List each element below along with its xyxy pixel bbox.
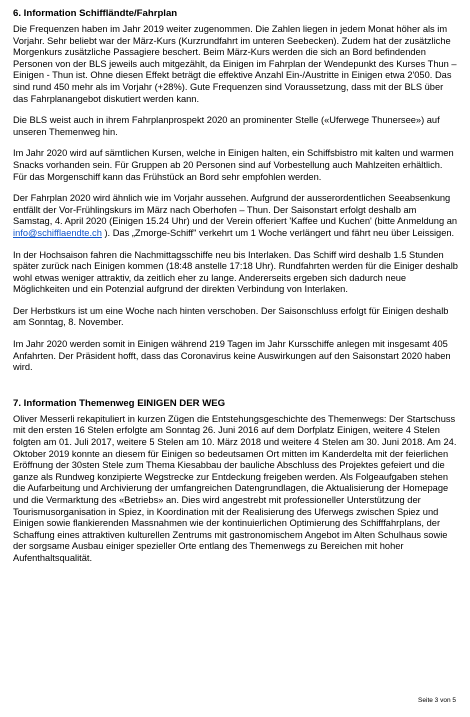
timetable-text-start: Der Fahrplan 2020 wird ähnlich wie im Vorjahr aussehen. Aufgrund der ausserordentlichen Seeabsenkung entfällt der Vor-Frühlingskurs im März nach Oberhofen – Thun. Der Saisonstart erfolgt deshalb am Samstag, 4. April 2020 (Einigen 15.24 Uhr) und der Verein offeriert 'Kaffee und Kuchen' (bitte Anmeldung an [13,193,458,227]
page-number: Seite 3 von 5 [418,697,456,704]
section-6-paragraph-high-season: In der Hochsaison fahren die Nachmittagsschiffe neu bis Interlaken. Das Schiff wird deshalb 1.5 Stunden später zurück nach Einigen kommen (18:48 anstelle 17:18 Uhr). Rundfahrten werden für die Einiger deshalb wohl etwas weniger attraktiv, da zeitlich eher zu lange. Andererseits ergeben sich dadurch neue Möglichkeiten und ein Potenzial aufgrund der direkten Verbindung von Interlaken. [13,249,458,295]
email-link[interactable]: info@schifflaendte.ch [13,227,102,238]
section-spacer [13,384,458,398]
section-6-paragraph-autumn: Der Herbstkurs ist um eine Woche nach hinten verschoben. Der Saisonschluss erfolgt für Einigen deshalb am Sonntag, 8. November. [13,305,449,328]
section-6-heading: 6. Information Schiffländte/Fahrplan [13,8,178,19]
section-7-heading: 7. Information Themenweg EINIGEN DER WEG [13,397,226,409]
section-6-paragraph-bistro: Im Jahr 2020 wird auf sämtlichen Kursen, welche in Einigen halten, ein Schiffsbistro mit kalten und warmen Snacks vorhanden sein. Für Gruppen ab 20 Personen sind auf Vorbestellung auch Mahlzeiten erhältlich. Für das Morgenschiff kann das Frühstück an Bord sehr empfohlen werden. [13,148,454,182]
timetable-text-end: ). Das „Zmorge-Schiff" verkehrt um 1 Woche verlängert und fährt neu über Leissigen. [101,227,455,238]
section-7-paragraph-history: Oliver Messerli rekapituliert in kurzen Zügen die Entstehungsgeschichte des Themenwegs: Der Startschuss mit den ersten 16 Stelen erfolgte am Sonntag 26. Juni 2016 auf dem Dorfplatz Einigen, weitere 4 Stelen folgten am 01. Juli 2017, weitere 5 Stelen am 10. März 2018 und weitere 4 Stelen am 30. Juni 2018. Am 24. Oktober 2019 konnte an diesem für Einigen so bedeutsamen Ort mitten im Kanderdelta mit der feierlichen Eröffnung der 30sten Stele zum Thema Kiesabbau der bauliche Abschluss des Projektes gefeiert und die ganze als Rundweg konzipierte Wegstrecke zur Entdeckung freigeben werden. Als Folgeaufgaben stehen die Aufarbeitung und Archivierung der umfangreichen Datengrundlagen, die Aktualisierung der Homepage und die Vermarktung des «Betriebs» an. Dies wird angestrebt mit professioneller Unterstützung der Tourismusorganisation in Spiez, in Koordination mit der Realisierung des Uferwegs zwischen Spiez und Einigen sowie flankierenden Massnahmen wie der kontinuierlichen Optimierung des Schifffahrplans, der Schaffung eines attraktiven kulturellen Zentrums mit gastronomischem Angebot im Alten Schulhaus sowie der sorgsame Ausbau einiger spezieller Orte entlang des Themenwegs zu Bereichen mit hoher Aufenthaltsqualität. [13,413,457,563]
section-6-paragraph-summary: Im Jahr 2020 werden somit in Einigen während 219 Tagen im Jahr Kursschiffe anlegen mit insgesamt 405 Anfahrten. Der Präsident hofft, dass das Coronavirus keine Auswirkungen auf den Saisonstart 2020 haben wird. [13,339,451,373]
section-6-paragraph-frequencies: Die Frequenzen haben im Jahr 2019 weiter zugenommen. Die Zahlen liegen in jedem Monat höher als im Vorjahr. Sehr beliebt war der März-Kurs (Kurzrundfahrt im unteren Seebecken). Zudem hat der zusätzliche Morgenkurs zusätzliche Passagiere beschert. Beim März-Kurs werden die sich an Bord befindenden Personen von der BLS jeweils auch mitgezählt, da Einigen im Fahrplan der Wendepunkt des Kurses Thun – Einigen - Thun ist. Ohne diesen Effekt beträgt die effektive Anzahl Ein-/Austritte in Einigen etwa 2'050. Das sind rund 450 mehr als im Vorjahr (+28%). Gute Frequenzen sind Voraussetzung, dass mit der BLS über das Fahrplanangebot diskutiert werden kann. [13,24,457,104]
section-6-paragraph-timetable [13,193,458,239]
section-6-paragraph-bls-prospectus: Die BLS weist auch in ihrem Fahrplanprospekt 2020 an prominenter Stelle («Uferwege Thunersee») auf unseren Themenweg hin. [13,115,440,137]
